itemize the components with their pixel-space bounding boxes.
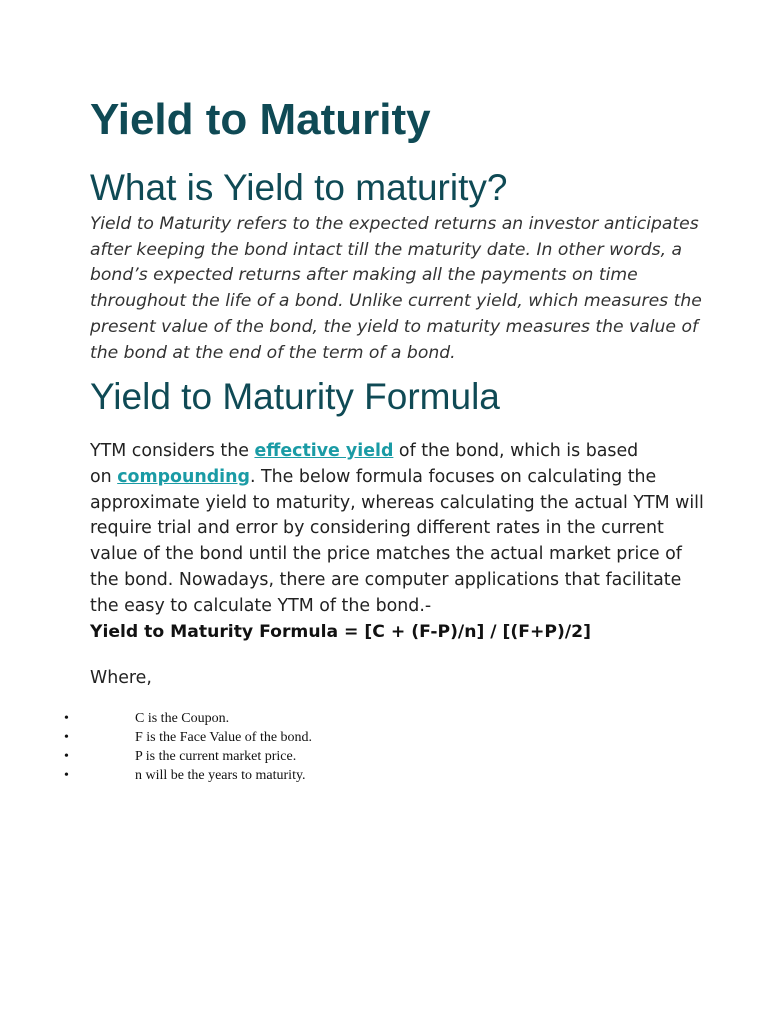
section-heading-ytm-formula: Yield to Maturity Formula xyxy=(90,376,500,417)
intro-line: the bond at the end of the term of a bond. xyxy=(90,342,456,363)
description-text: . The below formula focuses on calculating the xyxy=(249,466,657,487)
intro-line: bond’s expected returns after making all the payments on time xyxy=(90,265,638,286)
formula-description xyxy=(90,439,704,620)
intro-paragraph xyxy=(90,212,702,366)
ytm-formula: Yield to Maturity Formula = [C + (F-P)/n] / [(F+P)/2] xyxy=(90,622,591,642)
definition-text: n will be the years to maturity. xyxy=(135,768,306,783)
description-line xyxy=(90,465,690,491)
definition-text: F is the Face Value of the bond. xyxy=(135,730,313,745)
description-text: on xyxy=(90,466,118,487)
description-text: YTM considers the xyxy=(90,441,255,461)
description-line xyxy=(90,439,690,465)
description-line: approximate yield to maturity, whereas calculating the actual YTM will xyxy=(90,492,704,513)
section-heading-what-is-ytm: What is Yield to maturity? xyxy=(90,167,508,208)
intro-line: present value of the bond, the yield to maturity measures the value of xyxy=(90,316,699,337)
description-text: of the bond, which is based xyxy=(393,441,639,461)
intro-line: Yield to Maturity refers to the expected returns an investor anticipates xyxy=(90,214,699,234)
intro-line: after keeping the bond intact till the maturity date. In other words, a xyxy=(90,239,683,260)
compounding-link[interactable]: compounding xyxy=(117,466,250,487)
definition-text: P is the current market price. xyxy=(135,749,297,764)
bullet-icon: • xyxy=(64,730,69,745)
bullet-icon: • xyxy=(64,749,69,764)
description-line: the bond. Nowadays, there are computer applications that facilitate xyxy=(90,569,682,590)
bullet-icon: • xyxy=(64,711,69,726)
description-line: require trial and error by considering different rates in the current xyxy=(90,518,664,539)
where-label: Where, xyxy=(90,668,152,688)
description-line: the easy to calculate YTM of the bond.- xyxy=(90,595,432,616)
intro-line: throughout the life of a bond. Unlike current yield, which measures the xyxy=(90,291,702,312)
effective-yield-link[interactable]: effective yield xyxy=(254,441,394,461)
page-title: Yield to Maturity xyxy=(90,95,431,144)
bullet-icon: • xyxy=(64,768,69,783)
definition-text: C is the Coupon. xyxy=(135,711,230,726)
description-line: value of the bond until the price matches the actual market price of xyxy=(90,544,682,565)
